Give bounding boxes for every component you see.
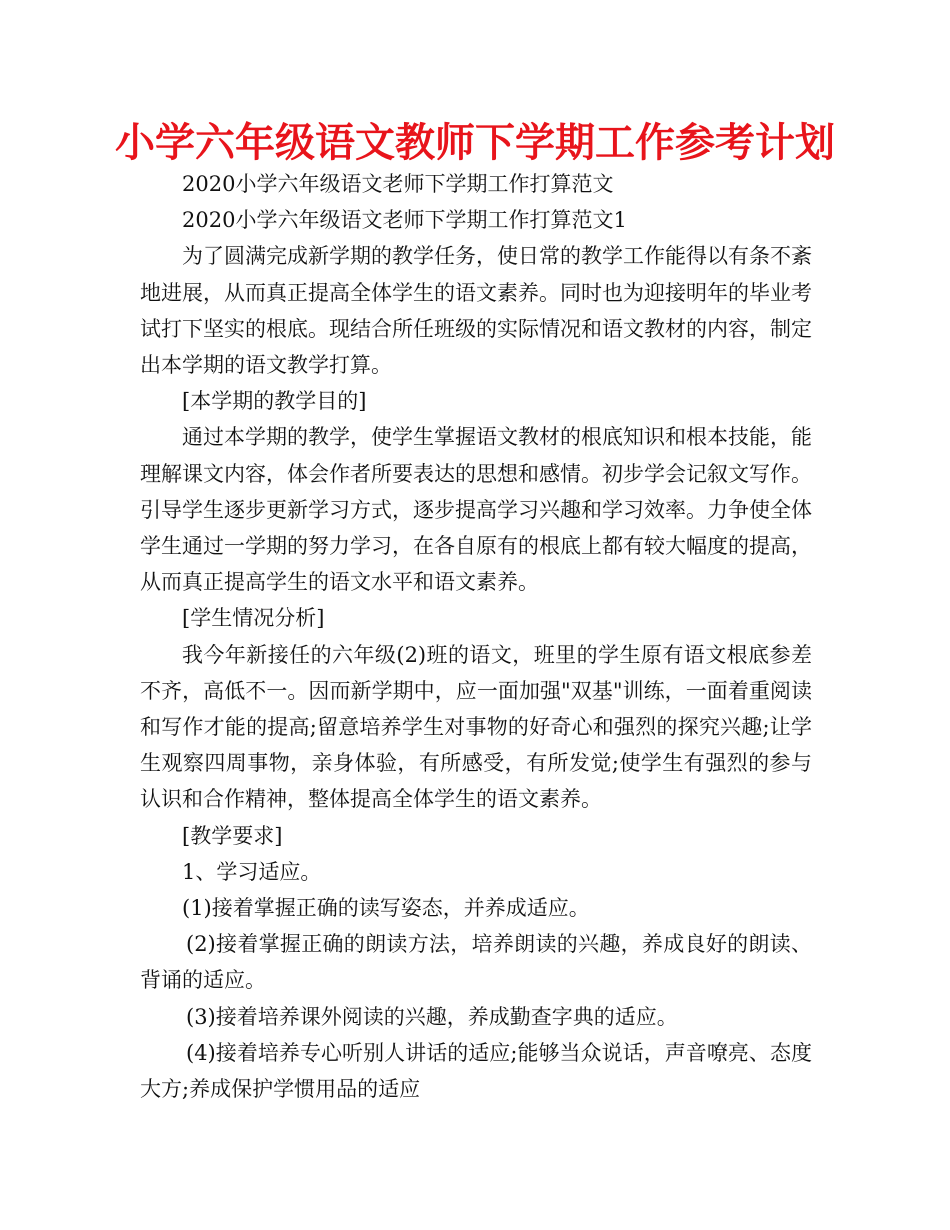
section-heading-goals: [本学期的教学目的] <box>182 389 367 414</box>
list-item-1: (1)接着掌握正确的读写姿态，并养成适应。 <box>182 896 590 921</box>
document-title: 小学六年级语文教师下学期工作参考计划 <box>115 120 835 166</box>
list-item-2: (2)接着掌握正确的朗读方法，培养朗读的兴趣，养成良好的朗读、背诵的适应。 <box>140 932 812 993</box>
paragraph-subtitle: 2020小学六年级语文老师下学期工作打算范文 <box>182 172 614 196</box>
paragraph-goals: 通过本学期的教学，使学生掌握语文教材的根底知识和根本技能，能理解课文内容，体会作者所要表达的思想和感情。初步学会记叙文写作。引导学生逐步更新学习方式，逐步提高学习兴趣和学习效率。力争使全体学生通过一学期的努力学习，在各自原有的根底上都有较大幅度的提高，从而真正提高学生的语文水平和语文素养。 <box>140 425 812 595</box>
paragraph-intro: 为了圆满完成新学期的教学任务，使日常的教学工作能得以有条不紊地进展，从而真正提高全体学生的语文素养。同时也为迎接明年的毕业考试打下坚实的根底。现结合所任班级的实际情况和语文教材的内容，制定出本学期的语文教学打算。 <box>140 244 812 378</box>
list-item-3: (3)接着培养课外阅读的兴趣，养成勤查字典的适应。 <box>186 1004 678 1029</box>
paragraph-subtitle-1: 2020小学六年级语文老师下学期工作打算范文1 <box>182 208 627 233</box>
list-item-4: (4)接着培养专心听别人讲话的适应;能够当众说话，声音嘹亮、态度大方;养成保护学惯用品的适应 <box>140 1040 812 1102</box>
list-item-habits: 1、学习适应。 <box>182 859 322 884</box>
paragraph-students: 我今年新接任的六年级(2)班的语文，班里的学生原有语文根底参差不齐，高低不一。因而新学期中，应一面加强"双基"训练，一面着重阅读和写作才能的提高;留意培养学生对事物的好奇心和强烈的探究兴趣;让学生观察四周事物，亲身体验，有所感受，有所发觉;使学生有强烈的参与认识和合作精神，整体提高全体学生的语文素养。 <box>140 642 812 812</box>
section-heading-requirements: [教学要求] <box>182 823 283 848</box>
section-heading-students: [学生情况分析] <box>182 606 325 631</box>
document-body <box>140 166 812 1107</box>
